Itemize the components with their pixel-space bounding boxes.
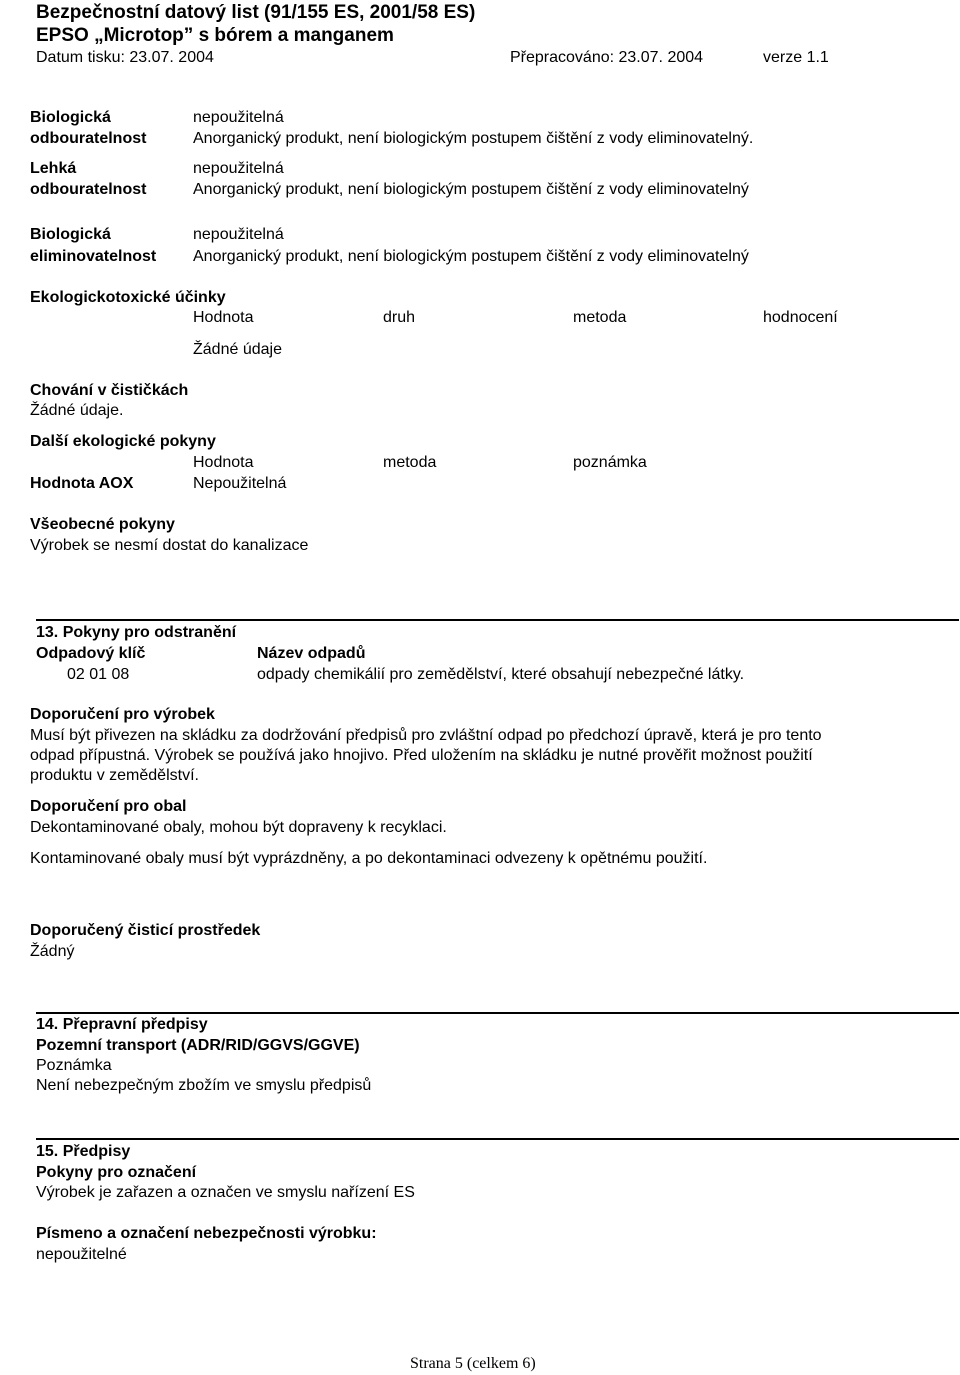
- section-divider: [36, 1138, 959, 1140]
- packaging-text: Dekontaminované obaly, mohou být dopraveny k recyklaci.: [30, 819, 447, 836]
- document-title: Bezpečnostní datový list (91/155 ES, 2001/58 ES): [36, 2, 476, 23]
- transport-note-label: Poznámka: [36, 1057, 112, 1074]
- section-13-title: 13. Pokyny pro odstranění: [36, 624, 237, 641]
- biodeg-label: odbouratelnost: [30, 181, 147, 198]
- biodeg-value: nepoužitelná: [193, 226, 284, 243]
- hazard-letter-text: nepoužitelné: [36, 1246, 127, 1263]
- section-divider: [36, 619, 959, 621]
- transport-subtitle: Pozemní transport (ADR/RID/GGVS/GGVE): [36, 1037, 360, 1054]
- transport-note-text: Není nebezpečným zbožím ve smyslu předpisů: [36, 1077, 372, 1094]
- biodeg-note: Anorganický produkt, není biologickým postupem čištění z vody eliminovatelný: [193, 181, 749, 198]
- aox-value: Nepoužitelná: [193, 475, 287, 492]
- biodeg-label: Biologická: [30, 109, 111, 126]
- ecotox-header-rating: hodnocení: [763, 309, 838, 326]
- packaging-text: Kontaminované obaly musí být vyprázdněny, a po dekontaminaci odvezeny k opětnému použití.: [30, 850, 708, 867]
- revision-date: Přepracováno: 23.07. 2004: [510, 49, 704, 66]
- cleaner-title: Doporučený čisticí prostředek: [30, 922, 261, 939]
- biodeg-label: odbouratelnost: [30, 130, 147, 147]
- ecotox-title: Ekologickotoxické účinky: [30, 289, 226, 306]
- waste-name-header: Název odpadů: [257, 645, 366, 662]
- biodeg-note: Anorganický produkt, není biologickým postupem čištění z vody eliminovatelný.: [193, 130, 754, 147]
- biodeg-label: Lehká: [30, 160, 77, 177]
- product-recommendation-title: Doporučení pro výrobek: [30, 706, 215, 723]
- waste-key: 02 01 08: [67, 666, 130, 683]
- product-recommendation-line: Musí být přivezen na skládku za dodržování předpisů pro zvláštní odpad po předchozí úpravě, která je pro tento: [30, 727, 822, 744]
- section-divider: [36, 1012, 959, 1014]
- page-number: Strana 5 (celkem 6): [410, 1355, 536, 1372]
- waste-key-header: Odpadový klíč: [36, 645, 146, 662]
- cleaner-text: Žádný: [30, 943, 75, 960]
- ecotox-header-value: Hodnota: [193, 309, 254, 326]
- other-eco-header-value: Hodnota: [193, 454, 254, 471]
- ecotox-header-kind: druh: [383, 309, 416, 326]
- product-recommendation-line: odpad přípustná. Výrobek se používá jako hnojivo. Před uložením na skládku je nutné prověřit možnost použití: [30, 747, 813, 764]
- packaging-title: Doporučení pro obal: [30, 798, 187, 815]
- biodeg-label: eliminovatelnost: [30, 248, 157, 265]
- biodeg-value: nepoužitelná: [193, 160, 284, 177]
- biodeg-label: Biologická: [30, 226, 111, 243]
- aox-label: Hodnota AOX: [30, 475, 134, 492]
- biodeg-note: Anorganický produkt, není biologickým postupem čištění z vody eliminovatelný: [193, 248, 749, 265]
- general-title: Všeobecné pokyny: [30, 516, 175, 533]
- sewage-text: Žádné údaje.: [30, 402, 124, 419]
- other-eco-title: Další ekologické pokyny: [30, 433, 216, 450]
- hazard-letter-title: Písmeno a označení nebezpečnosti výrobku:: [36, 1225, 377, 1242]
- labelling-subtitle: Pokyny pro označení: [36, 1164, 197, 1181]
- biodeg-value: nepoužitelná: [193, 109, 284, 126]
- sewage-title: Chování v čističkách: [30, 382, 189, 399]
- ecotox-header-method: metoda: [573, 309, 627, 326]
- section-14-title: 14. Přepravní předpisy: [36, 1016, 208, 1033]
- print-date: Datum tisku: 23.07. 2004: [36, 49, 214, 66]
- waste-name: odpady chemikálií pro zemědělství, které obsahují nebezpečné látky.: [257, 666, 745, 683]
- labelling-text: Výrobek je zařazen a označen ve smyslu nařízení ES: [36, 1184, 415, 1201]
- other-eco-header-method: metoda: [383, 454, 437, 471]
- product-recommendation-line: produktu v zemědělství.: [30, 767, 199, 784]
- other-eco-header-note: poznámka: [573, 454, 647, 471]
- general-text: Výrobek se nesmí dostat do kanalizace: [30, 537, 309, 554]
- section-15-title: 15. Předpisy: [36, 1143, 131, 1160]
- ecotox-value: Žádné údaje: [193, 341, 282, 358]
- version: verze 1.1: [763, 49, 829, 66]
- product-name: EPSO „Microtop” s bórem a manganem: [36, 25, 394, 46]
